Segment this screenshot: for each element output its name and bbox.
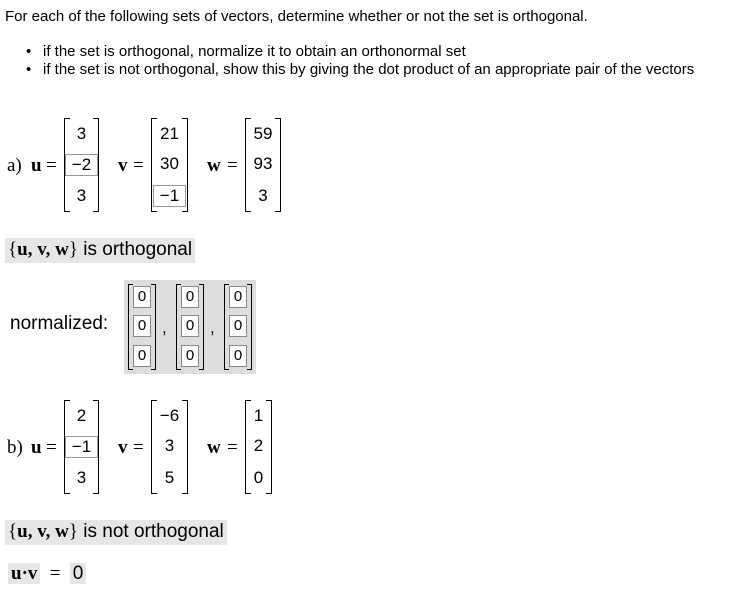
equals-sign: = (46, 437, 57, 458)
separator-comma: , (210, 318, 215, 337)
matrix-entry: 3 (76, 124, 87, 143)
equals-sign: = (227, 155, 238, 176)
normalized-vector (224, 284, 252, 370)
matrix-entry: 5 (164, 468, 175, 487)
vector-w-name: w (207, 155, 221, 176)
answer-input[interactable]: 0 (229, 286, 247, 308)
equals-sign: = (133, 437, 144, 458)
vector-u-name: u (31, 437, 42, 458)
answer-input[interactable]: 0 (229, 315, 247, 337)
answer-input[interactable]: 0 (229, 345, 247, 367)
matrix-entry: 2 (253, 436, 264, 455)
answer-input[interactable]: 0 (133, 315, 151, 337)
vector-u-name: u (31, 155, 42, 176)
matrix-entry: 59 (253, 124, 273, 143)
instructions: For each of the following sets of vectors, determine whether or not the set is orthogonal. (5, 8, 588, 25)
answer-input[interactable]: 0 (181, 345, 199, 367)
vector-u-matrix (64, 400, 99, 494)
equals-sign: = (227, 437, 238, 458)
vector-v-name: v (118, 155, 128, 176)
answer-input[interactable]: 0 (181, 286, 199, 308)
vector-w-name: w (207, 437, 221, 458)
matrix-entry[interactable]: −2 (65, 154, 98, 176)
matrix-entry: 0 (253, 468, 264, 487)
vector-u-matrix (64, 118, 99, 212)
vector-v-matrix (151, 400, 188, 494)
matrix-entry: 2 (76, 406, 87, 425)
vector-w-matrix (245, 118, 281, 212)
dot-product-expression: u·v (8, 563, 40, 584)
dot-product (8, 563, 86, 585)
status-text: is not orthogonal (83, 521, 224, 542)
dot-product-value[interactable]: 0 (70, 563, 87, 584)
equals-sign: = (46, 155, 57, 176)
matrix-entry: 3 (258, 186, 268, 205)
vector-v-matrix (151, 118, 188, 212)
matrix-entry: −6 (159, 406, 180, 425)
separator-comma: , (162, 318, 167, 337)
answer-input[interactable]: 0 (133, 286, 151, 308)
vector-w-matrix (245, 400, 272, 494)
part-a-label: a) (7, 155, 22, 176)
instruction-item: • if the set is orthogonal, normalize it to obtain an orthonormal set (26, 43, 694, 61)
equals-sign: = (133, 155, 144, 176)
matrix-entry[interactable]: −1 (153, 185, 186, 207)
orthogonality-status: {u, v, w} is orthogonal (5, 238, 195, 263)
instruction-list (26, 43, 694, 79)
answer-input[interactable]: 0 (181, 315, 199, 337)
normalized-label: normalized: (10, 313, 109, 334)
matrix-entry: 3 (164, 436, 175, 455)
matrix-entry: 3 (76, 468, 87, 487)
status-text: is orthogonal (83, 239, 193, 260)
part-b-label: b) (7, 437, 23, 458)
matrix-entry: 1 (253, 406, 264, 425)
normalized-vector (176, 284, 204, 370)
matrix-entry: 3 (76, 186, 87, 205)
set-variables: u, v, w (17, 239, 69, 260)
matrix-entry: 93 (253, 154, 273, 173)
matrix-entry[interactable]: −1 (65, 436, 98, 458)
vector-v-name: v (118, 437, 128, 458)
orthogonality-status: {u, v, w} is not orthogonal (5, 520, 227, 545)
matrix-entry: 30 (160, 154, 179, 173)
matrix-entry: 21 (160, 124, 179, 143)
set-variables: u, v, w (17, 521, 69, 542)
equals-sign: = (49, 563, 61, 584)
answer-input[interactable]: 0 (133, 345, 151, 367)
normalized-vector (128, 284, 156, 370)
instruction-item: • if the set is not orthogonal, show this by giving the dot product of an appropriate pair of the vectors (26, 61, 694, 79)
